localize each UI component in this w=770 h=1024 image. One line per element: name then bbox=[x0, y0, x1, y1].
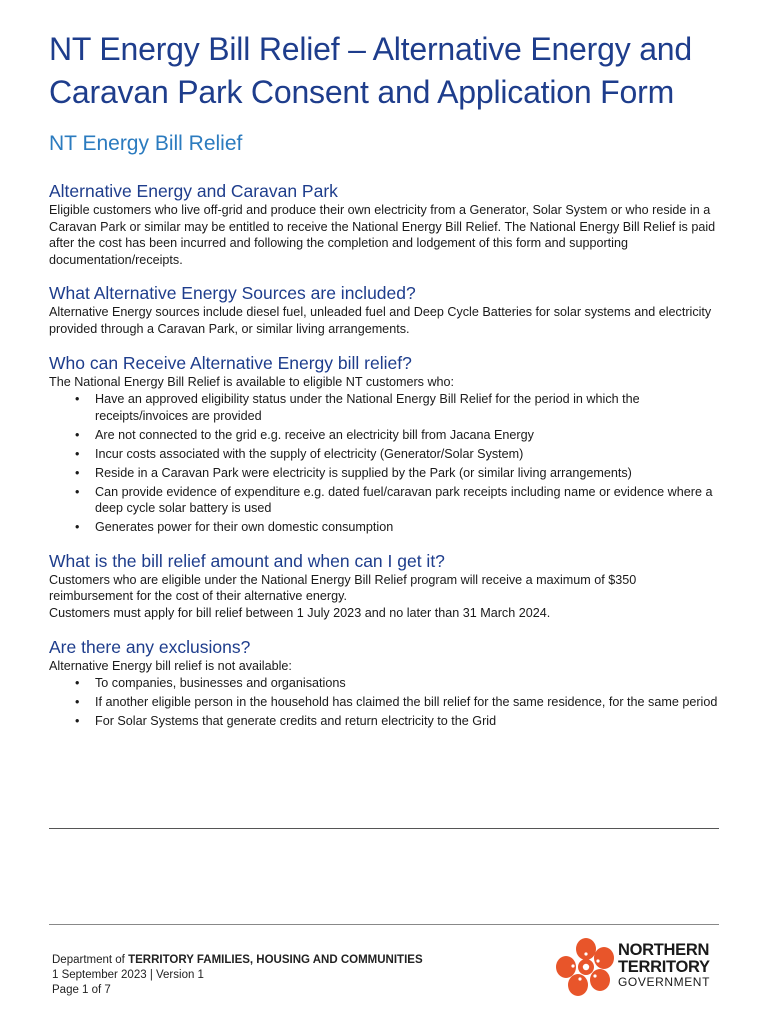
page-subtitle: NT Energy Bill Relief bbox=[49, 132, 243, 155]
section-paragraph: Alternative Energy sources include diesel fuel, unleaded fuel and Deep Cycle Batteries for solar systems and electricity provided through a Caravan Park, or similar living arrangements. bbox=[49, 305, 712, 336]
section-heading: What is the bill relief amount and when can I get it? bbox=[49, 550, 445, 571]
section-amount-and-timing bbox=[49, 550, 721, 622]
section-heading: Are there any exclusions? bbox=[49, 636, 251, 657]
section-paragraph: Customers who are eligible under the National Energy Bill Relief program will receive a maximum of $350 reimbursement for the cost of their alternative energy. bbox=[49, 572, 637, 604]
section-paragraph: Customers must apply for bill relief between 1 July 2023 and no later than 31 March 2024. bbox=[49, 606, 551, 621]
bullet-icon: • bbox=[75, 484, 80, 499]
list-item-text: Generates power for their own domestic consumption bbox=[95, 520, 394, 535]
footer-department bbox=[52, 953, 423, 968]
list-item-text: Reside in a Caravan Park were electricity is supplied by the Park (or similar living arrangements) bbox=[95, 465, 632, 480]
list-item bbox=[49, 694, 721, 711]
list-item bbox=[49, 427, 721, 444]
section-alternative-energy bbox=[49, 180, 721, 268]
list-item-text: For Solar Systems that generate credits and return electricity to the Grid bbox=[95, 714, 497, 729]
section-heading: Alternative Energy and Caravan Park bbox=[49, 181, 338, 201]
eligibility-list bbox=[49, 391, 721, 536]
logo-line-3: GOVERNMENT bbox=[618, 975, 711, 989]
list-item bbox=[49, 465, 721, 482]
exclusions-list bbox=[49, 675, 721, 730]
bullet-icon: • bbox=[75, 427, 80, 442]
section-heading: Who can Receive Alternative Energy bill relief? bbox=[49, 352, 412, 373]
logo-line-1: NORTHERN bbox=[618, 941, 710, 959]
logo-line-2: TERRITORY bbox=[618, 957, 710, 976]
section-exclusions bbox=[49, 636, 721, 730]
list-item-text: If another eligible person in the household has claimed the bill relief for the same residence, for the same period bbox=[95, 695, 718, 710]
page-content bbox=[49, 28, 721, 732]
desert-rose-icon bbox=[556, 936, 616, 998]
bullet-icon: • bbox=[75, 714, 80, 729]
footer bbox=[52, 953, 423, 997]
list-item-text: Can provide evidence of expenditure e.g. dated fuel/caravan park receipts including name or evidence where a deep cycle solar battery is used bbox=[95, 484, 713, 516]
section-paragraph: Eligible customers who live off-grid and produce their own electricity from a Generator, Solar System or who reside in a Caravan Park or similar may be entitled to receive the National Energy Bill Relief. The National Energy Bill Relief is paid after the cost has been incurred and following the completion and lodgement of this form and supporting documentation/receipts. bbox=[49, 203, 716, 267]
list-item bbox=[49, 675, 721, 692]
section-who-can-receive bbox=[49, 352, 721, 536]
footer-dept-prefix: Department of bbox=[52, 954, 129, 966]
footer-divider bbox=[49, 924, 719, 925]
list-item bbox=[49, 446, 721, 463]
section-intro: The National Energy Bill Relief is available to eligible NT customers who: bbox=[49, 374, 455, 389]
list-item-text: Have an approved eligibility status under the National Energy Bill Relief for the period in which the receipts/invoices are provided bbox=[95, 392, 640, 423]
bullet-icon: • bbox=[75, 520, 80, 535]
list-item-text: Are not connected to the grid e.g. receive an electricity bill from Jacana Energy bbox=[95, 427, 534, 442]
section-sources-included bbox=[49, 282, 721, 337]
list-item bbox=[49, 519, 721, 536]
page-title: NT Energy Bill Relief – Alternative Energy and Caravan Park Consent and Application Form bbox=[49, 31, 692, 110]
bullet-icon: • bbox=[75, 446, 80, 461]
bullet-icon: • bbox=[75, 695, 80, 710]
footer-dept-name: TERRITORY FAMILIES, HOUSING AND COMMUNITIES bbox=[128, 954, 423, 966]
list-item-text: Incur costs associated with the supply of electricity (Generator/Solar System) bbox=[95, 446, 524, 461]
nt-government-logo bbox=[556, 936, 721, 998]
list-item bbox=[49, 713, 721, 730]
bullet-icon: • bbox=[75, 465, 80, 480]
logo-wordmark bbox=[618, 942, 710, 989]
list-item bbox=[49, 391, 721, 424]
list-item bbox=[49, 484, 721, 517]
footer-date-version: 1 September 2023 | Version 1 bbox=[52, 968, 204, 981]
content-divider bbox=[49, 828, 719, 829]
section-heading: What Alternative Energy Sources are included? bbox=[49, 283, 416, 304]
bullet-icon: • bbox=[75, 676, 80, 691]
section-intro: Alternative Energy bill relief is not available: bbox=[49, 658, 292, 673]
bullet-icon: • bbox=[75, 392, 80, 407]
list-item-text: To companies, businesses and organisations bbox=[95, 676, 346, 691]
footer-page-number: Page 1 of 7 bbox=[52, 983, 111, 996]
